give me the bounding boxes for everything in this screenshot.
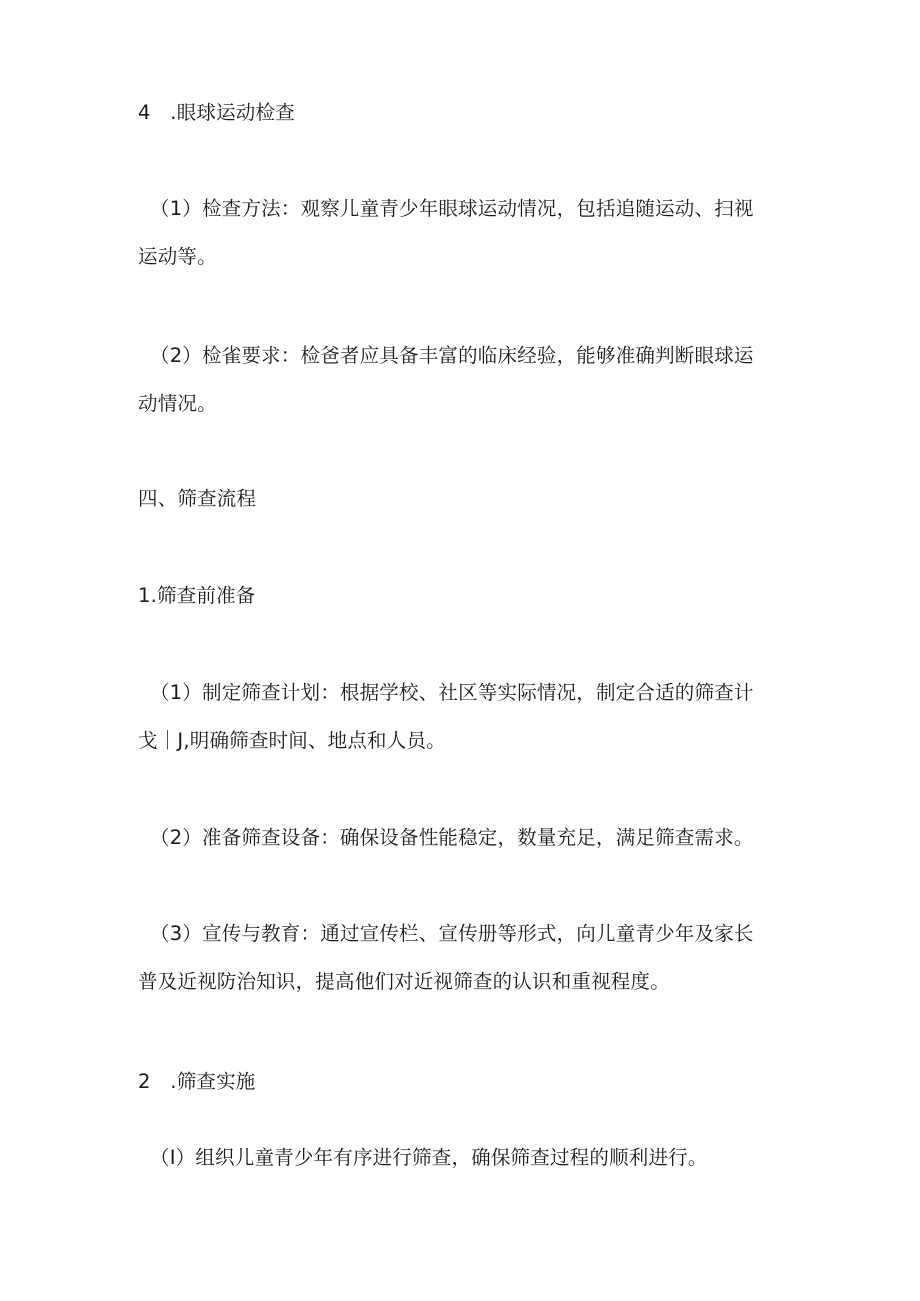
paragraph-line: 戈｜J,明确筛查时间、地点和人员。 bbox=[138, 729, 446, 752]
heading-screening-implementation: 2 .筛查实施 bbox=[138, 1070, 256, 1093]
paragraph-line: 普及近视防治知识，提高他们对近视筛查的认识和重视程度。 bbox=[138, 970, 670, 993]
heading-pre-screening-prep: 1.筛查前准备 bbox=[138, 584, 256, 607]
paragraph-line: （2）准备筛查设备：确保设备性能稳定，数量充足，满足筛查需求。 bbox=[150, 826, 754, 849]
paragraph-line: 动情况。 bbox=[138, 392, 217, 415]
heading-eye-movement-exam: 4 .眼球运动检查 bbox=[138, 101, 295, 124]
paragraph-line: 运动等。 bbox=[138, 245, 217, 268]
paragraph-line: （3）宣传与教育：通过宣传栏、宣传册等形式，向儿童青少年及家长 bbox=[150, 922, 754, 945]
paragraph-line: （I）组织儿童青少年有序进行筛查，确保筛查过程的顺利进行。 bbox=[150, 1146, 708, 1169]
paragraph-line: （1）检查方法：观察儿童青少年眼球运动情况，包括追随运动、扫视 bbox=[150, 197, 754, 220]
paragraph-line: （1）制定筛查计划：根据学校、社区等实际情况，制定合适的筛查计 bbox=[150, 681, 754, 704]
paragraph-line: （2）检雀要求：检爸者应具备丰富的临床经验，能够准确判断眼球运 bbox=[150, 344, 754, 367]
section-heading-screening-process: 四、筛查流程 bbox=[138, 487, 257, 510]
